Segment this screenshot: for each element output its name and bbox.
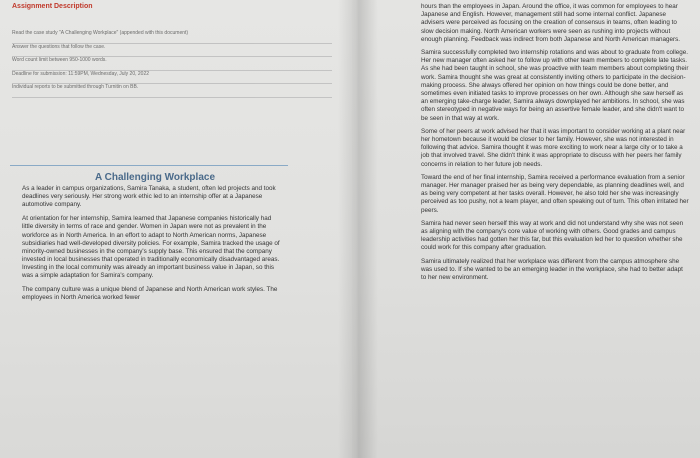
article-paragraph: The company culture was a unique blend of Japanese and North American work styles. The employees in North America worked fewer xyxy=(22,286,278,302)
article-title: A Challenging Workplace xyxy=(94,172,216,183)
article-paragraph: Samira had never seen herself this way at work and did not understand why she was not seen as aligning with the company's core value of working with others. Good grades and campus leadership activities had gotten her this far, but this evaluation led her to question whether she could work for this company after graduation. xyxy=(421,219,684,252)
assignment-instructions xyxy=(12,30,332,98)
instruction-line: Individual reports to be submitted through Turnitin on BB. xyxy=(12,84,332,98)
article-paragraph: Toward the end of her final internship, Samira received a performance evaluation from a senior manager. Her manager praised her as being very dependable, as planning deadlines well, and as being very competent at her tasks overall. However, he also told her she was increasingly perceived as too pushy, not a team player, and often speaking out of turn. This often irritated her peers. xyxy=(421,173,689,214)
article-paragraph: hours than the employees in Japan. Around the office, it was common for employees to hear Japanese and English. However, management still had some internal conflict. Japanese advisers were perceived as focusing on the creation of consensus in teams, often leading to slow decision making. North American workers were seen as rushing into projects without enough planning. Feedback was indirect from both Japanese and North American managers. xyxy=(421,3,681,43)
article-paragraph: Samira ultimately realized that her workplace was different from the campus atmosphere she was used to. If she wanted to be an emerging leader in the workplace, she had to better adapt to her new environment. xyxy=(421,257,683,282)
assignment-title: Assignment Description xyxy=(12,3,93,10)
article-paragraph: Samira successfully completed two internship rotations and was about to graduate from college. Her new manager often asked her to follow up with other team members to complete late tasks. As she had been taught in school, she was proactive with team members about completing their work. Samira thought she was great at consistently inviting others to participate in the decision-making process. She always offered her opinion on how things could be done better, and sometimes even initiated tasks to improve processes on her own. Although she saw herself as an emerging take-charge leader, Samira always downplayed her ambitions. In school, she was often stereotyped in negative ways for being an assertive female leader, and she didn't want to be seen in that way at work. xyxy=(421,49,689,122)
section-divider xyxy=(10,165,288,166)
instruction-line: Answer the questions that follow the case. xyxy=(12,44,332,58)
article-paragraph: At orientation for her internship, Samira learned that Japanese companies historically had little diversity in terms of race and gender. Women in Japan were not as prevalent in the workforce as in North America. In an effort to adapt to North American norms, Japanese subsidiaries had well-developed diversity policies. For example, Samira tracked the usage of minority-owned businesses in the company's supply base. This ensured that the company invested in local businesses that operated in traditionally economically disadvantaged areas. Investing in the local community was already an important business value in Japan, so this was a simple adaptation for Samira's company. xyxy=(22,215,280,280)
article-left-column xyxy=(22,174,284,308)
article-paragraph: Some of her peers at work advised her that it was important to consider working at a plant near her hometown because it would be closer to her family. However, she was not interested in following that advice. Samira thought it was more exciting to work near a large city or to take a job that involved travel. She didn't think it was appropriate to discuss with her peers her family concerns in relation to her future job needs. xyxy=(421,127,686,168)
instruction-line: Word count limit between 950-1000 words. xyxy=(12,57,332,71)
article-right-column xyxy=(421,3,689,287)
instruction-line: Deadline for submission: 11:59PM, Wednesday, July 20, 2022 xyxy=(12,71,332,85)
instruction-line: Read the case study "A Challenging Workplace" (appended with this document) xyxy=(12,30,332,44)
article-paragraph: As a leader in campus organizations, Samira Tanaka, a student, often led projects and took deadlines very seriously. Her strong work ethic led to an internship offer at a Japanese automotive company. xyxy=(22,185,276,209)
